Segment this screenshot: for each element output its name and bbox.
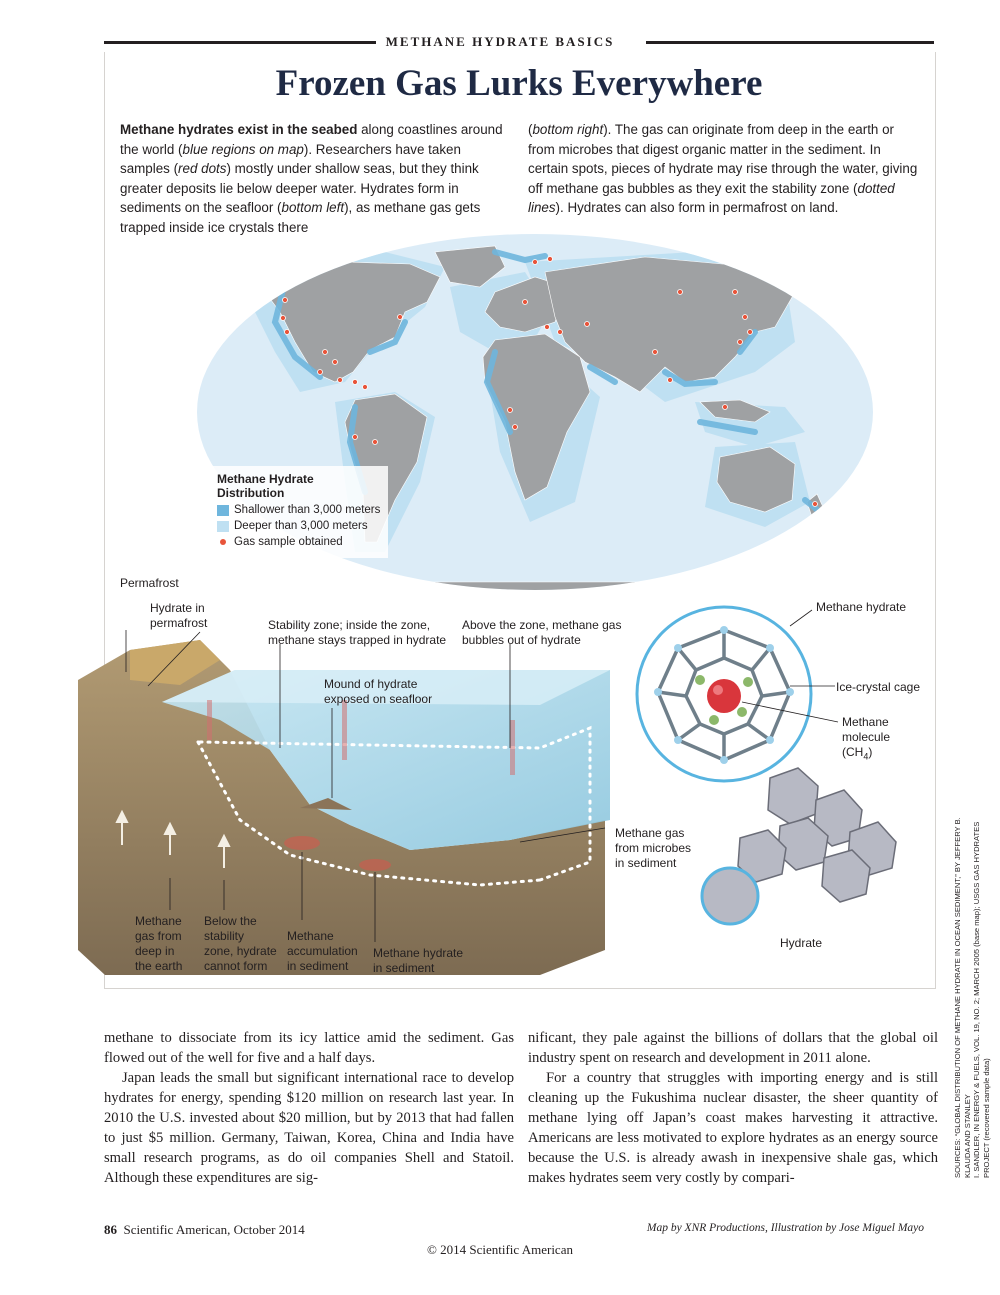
section-kicker: METHANE HYDRATE BASICS (0, 34, 1000, 50)
intro-run: ) mostly under shallow seas, but they think greater deposits lie below deeper water. Hydrates form in sediments on the seafloor ( (120, 161, 479, 216)
methane-accumulation (284, 836, 320, 850)
label-methane-deep-earth: Methane gas from deep in the earth (135, 914, 183, 973)
legend-item-shallow: Shallower than 3,000 meters (217, 504, 388, 516)
intro-run: blue regions on map (182, 141, 304, 157)
label-methane-accumulation: Methane accumulation in sediment (287, 929, 358, 973)
body-paragraph: nificant, they pale against the billions of dollars that the global oil industry spent on research and development in 2011 alone. (528, 1030, 938, 1066)
intro-run: bottom left (281, 200, 345, 216)
page-folio (104, 1222, 305, 1238)
legend-item-deep: Deeper than 3,000 meters (217, 520, 388, 532)
intro-run: ). The gas can originate from deep in the earth or from microbes that digest organic matter in the sediment. In certain spots, pieces of hydrate may rise through the water, giving off methane gas bubbles as they exit the stability zone ( (528, 122, 918, 196)
intro-run: ), as methane gas gets trapped inside ice crystals there (120, 200, 481, 235)
intro-run: ). Hydrates can also form in permafrost on land. (555, 200, 839, 216)
intro-run: Methane hydrates exist in the seabed (120, 122, 358, 137)
intro-run: along coastlines around the world ( (120, 122, 503, 157)
label-hydrate: Hydrate (780, 936, 823, 950)
label-methane-microbes: Methane gas from microbes in sediment (615, 826, 692, 870)
legend-swatch-shallow (217, 505, 229, 516)
illustration-credit: Map by XNR Productions, Illustration by Jose Miguel Mayo (646, 1222, 924, 1234)
intro-run: ). Researchers have taken samples ( (120, 141, 461, 177)
page-title: Frozen Gas Lurks Everywhere (275, 63, 763, 104)
body-column-left (104, 1028, 514, 1188)
page-number: 86 (104, 1222, 117, 1237)
body-paragraph: methane to dissociate from its icy lattice amid the sediment. Gas flowed out of the well for five and a half days. (104, 1030, 514, 1066)
intro-text-right (528, 120, 920, 218)
label-ice-crystal-cage: Ice-crystal cage (836, 680, 921, 694)
hydrate-magnifier (702, 868, 758, 924)
magazine-issue: Scientific American, October 2014 (123, 1222, 305, 1237)
label-above-zone: Above the zone, methane gas bubbles out of hydrate (462, 618, 622, 647)
legend-title: Methane Hydrate Distribution (217, 472, 314, 500)
body-paragraph: Japan leads the small but significant international race to develop hydrates for energy, spending $120 million on research last year. In 2010 the U.S. invested about $20 million, but by 2013 that had fallen to just $5 million. Germany, Taiwan, Korea, China and India have small research programs, as do oil companies Shell and Statoil. Although these expenditures are sig- (104, 1070, 514, 1186)
intro-run: red dots (178, 161, 227, 177)
methane-molecule (707, 679, 741, 713)
label-hydrate-in-sediment: Methane hydrate in sediment (373, 946, 464, 975)
hydrate-crystal-cluster (738, 768, 896, 902)
label-stability-zone: Stability zone; inside the zone, methane stays trapped in hydrate (268, 618, 447, 647)
intro-run: ( (528, 122, 533, 137)
body-paragraph: For a country that struggles with importing energy and is still cleaning up the Fukushima nuclear disaster, the sheer quantity of methane lying off Japan’s coast makes harvesting it attractive. Americans are less motivated to explore hydrates as an energy source because the U.S. is already awash in inexpensive shale gas, which makes hydrates seem very costly by compari- (528, 1070, 938, 1186)
label-permafrost: Permafrost (120, 576, 179, 590)
label-methane-hydrate: Methane hydrate (816, 600, 907, 614)
legend-item-sample: Gas sample obtained (217, 536, 388, 548)
intro-run: bottom right (532, 122, 604, 137)
label-hydrate-mound: Mound of hydrate exposed on seafloor (324, 677, 433, 706)
map-legend (208, 466, 388, 558)
body-column-right (528, 1028, 938, 1188)
methane-hydrate-cage (630, 600, 930, 960)
label-below-zone: Below the stability zone, hydrate cannot form (204, 914, 277, 973)
label-methane-molecule: Methane molecule $(CH_4)$ (842, 715, 891, 762)
copyright: © 2014 Scientific American (427, 1242, 573, 1257)
intro-text-left (120, 120, 510, 238)
sources-credit: SOURCES: “GLOBAL DISTRIBUTION OF METHANE HYDRATE IN OCEAN SEDIMENT,” BY JEFFERY B. KLAUDA AND STANLEY I. SANDLER, IN ENERGY & FUELS, VOL. 19, NO. 2; MARCH 2005 (base map); USGS GAS HYDRATES PROJECT (recovered sample data) (953, 817, 991, 1178)
legend-swatch-deep (217, 521, 229, 532)
legend-dot-sample (220, 539, 226, 545)
intro-run: dotted lines (528, 180, 895, 216)
label-hydrate-permafrost: Hydrate in permafrost (150, 601, 208, 630)
antarctica (315, 582, 775, 592)
